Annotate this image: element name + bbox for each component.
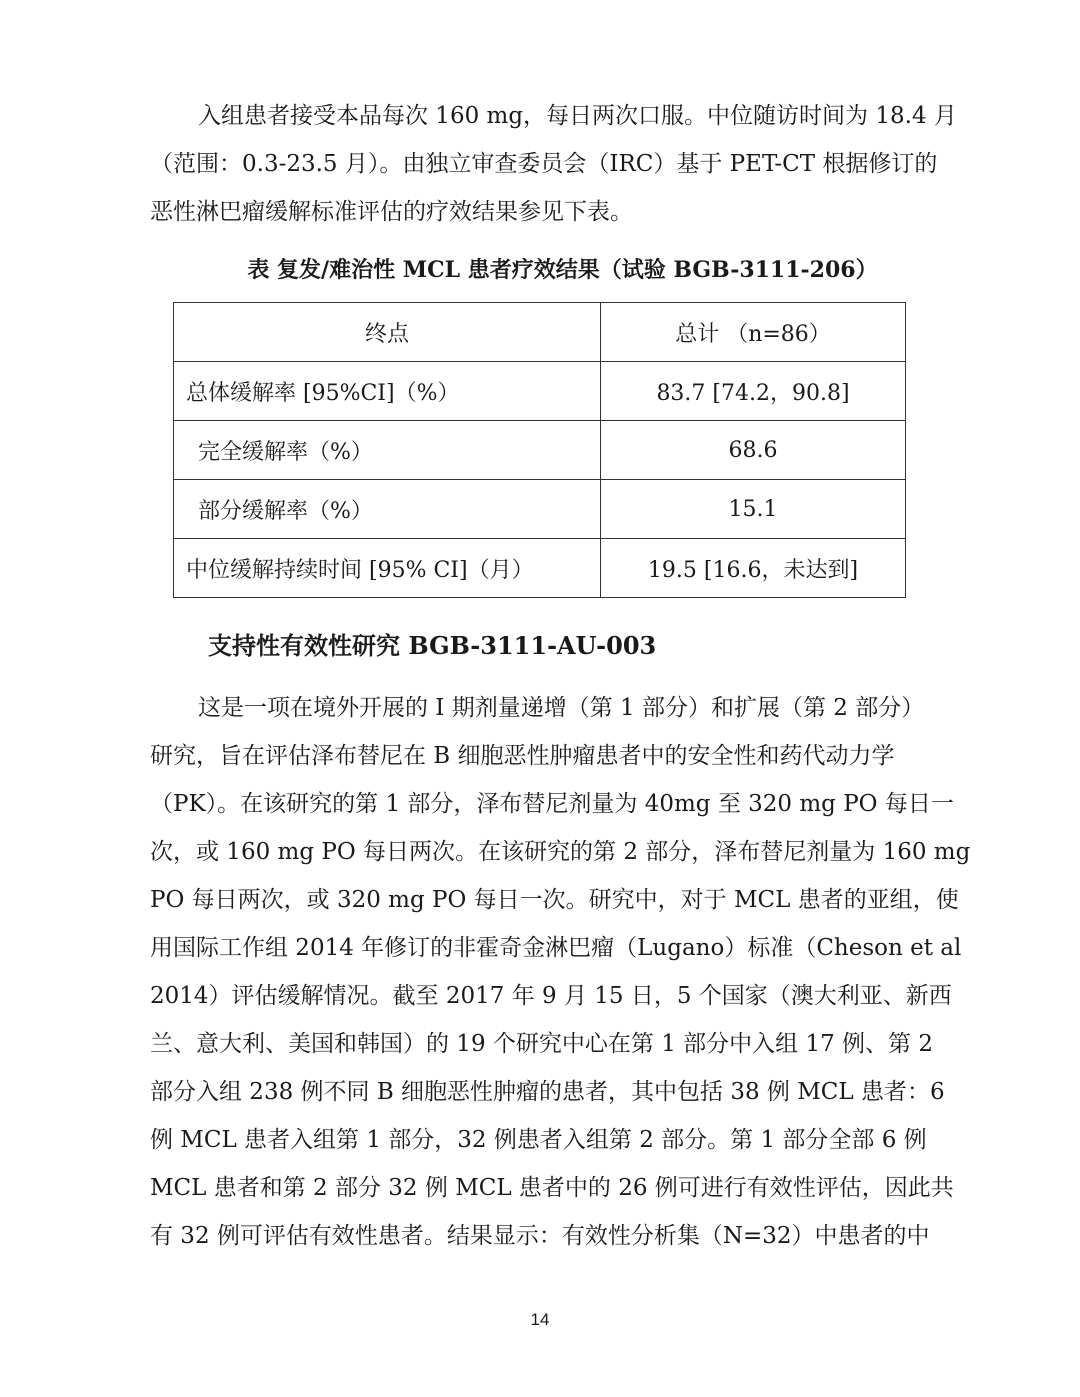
paragraph-line: 用国际工作组 2014 年修订的非霍奇金淋巴瘤（Lugano）标准（Cheson et al	[150, 935, 962, 961]
paragraph-line: MCL 患者和第 2 部分 32 例 MCL 患者中的 26 例可进行有效性评估，因此共	[150, 1175, 954, 1201]
paragraph-line: （范围：0.3-23.5 月）。由独立审查委员会（IRC）基于 PET-CT 根据修订的	[150, 151, 938, 177]
section-heading: 支持性有效性研究 BGB-3111-AU-003	[208, 631, 657, 660]
table-row	[174, 539, 906, 598]
table-cell-value: 83.7 [74.2，90.8]	[601, 362, 906, 421]
table-caption: 表 复发/难治性 MCL 患者疗效结果（试验 BGB-3111-206）	[247, 257, 878, 283]
table-cell-endpoint: 完全缓解率（%）	[174, 421, 601, 480]
table-header-total: 总计 （n=86）	[601, 303, 906, 362]
study-paragraph	[150, 684, 975, 1260]
table-header-endpoint: 终点	[174, 303, 601, 362]
paragraph-line: 2014）评估缓解情况。截至 2017 年 9 月 15 日，5 个国家（澳大利亚、新西	[150, 983, 952, 1009]
paragraph-line: 有 32 例可评估有效性患者。结果显示：有效性分析集（N=32）中患者的中	[150, 1223, 930, 1249]
paragraph-line: （PK）。在该研究的第 1 部分，泽布替尼剂量为 40mg 至 320 mg PO 每日一	[150, 791, 954, 817]
table-cell-endpoint: 中位缓解持续时间 [95% CI]（月）	[174, 539, 601, 598]
table-cell-endpoint: 部分缓解率（%）	[174, 480, 601, 539]
results-table	[173, 302, 906, 598]
paragraph-line: 兰、意大利、美国和韩国）的 19 个研究中心在第 1 部分中入组 17 例、第 2	[150, 1031, 933, 1057]
table-cell-value: 15.1	[601, 480, 906, 539]
table-header-row	[174, 303, 906, 362]
page-number: 14	[530, 1310, 550, 1329]
paragraph-line: PO 每日两次，或 320 mg PO 每日一次。研究中，对于 MCL 患者的亚组，使	[150, 887, 959, 913]
paragraph-line: 部分入组 238 例不同 B 细胞恶性肿瘤的患者，其中包括 38 例 MCL 患者：6	[150, 1079, 945, 1105]
paragraph-line: 研究，旨在评估泽布替尼在 B 细胞恶性肿瘤患者中的安全性和药代动力学	[150, 743, 895, 769]
table-row	[174, 421, 906, 480]
paragraph-line: 例 MCL 患者入组第 1 部分，32 例患者入组第 2 部分。第 1 部分全部 6 例	[150, 1127, 927, 1153]
paragraph-line: 次，或 160 mg PO 每日两次。在该研究的第 2 部分，泽布替尼剂量为 160 mg	[150, 839, 971, 865]
table-row	[174, 480, 906, 539]
table-cell-value: 68.6	[601, 421, 906, 480]
table-cell-endpoint: 总体缓解率 [95%CI]（%）	[174, 362, 601, 421]
paragraph-line: 这是一项在境外开展的 I 期剂量递增（第 1 部分）和扩展（第 2 部分）	[198, 695, 925, 721]
intro-paragraph	[150, 92, 975, 236]
paragraph-line: 恶性淋巴瘤缓解标准评估的疗效结果参见下表。	[150, 199, 633, 225]
table-row	[174, 362, 906, 421]
paragraph-line: 入组患者接受本品每次 160 mg，每日两次口服。中位随访时间为 18.4 月	[198, 103, 957, 129]
table-cell-value: 19.5 [16.6，未达到]	[601, 539, 906, 598]
